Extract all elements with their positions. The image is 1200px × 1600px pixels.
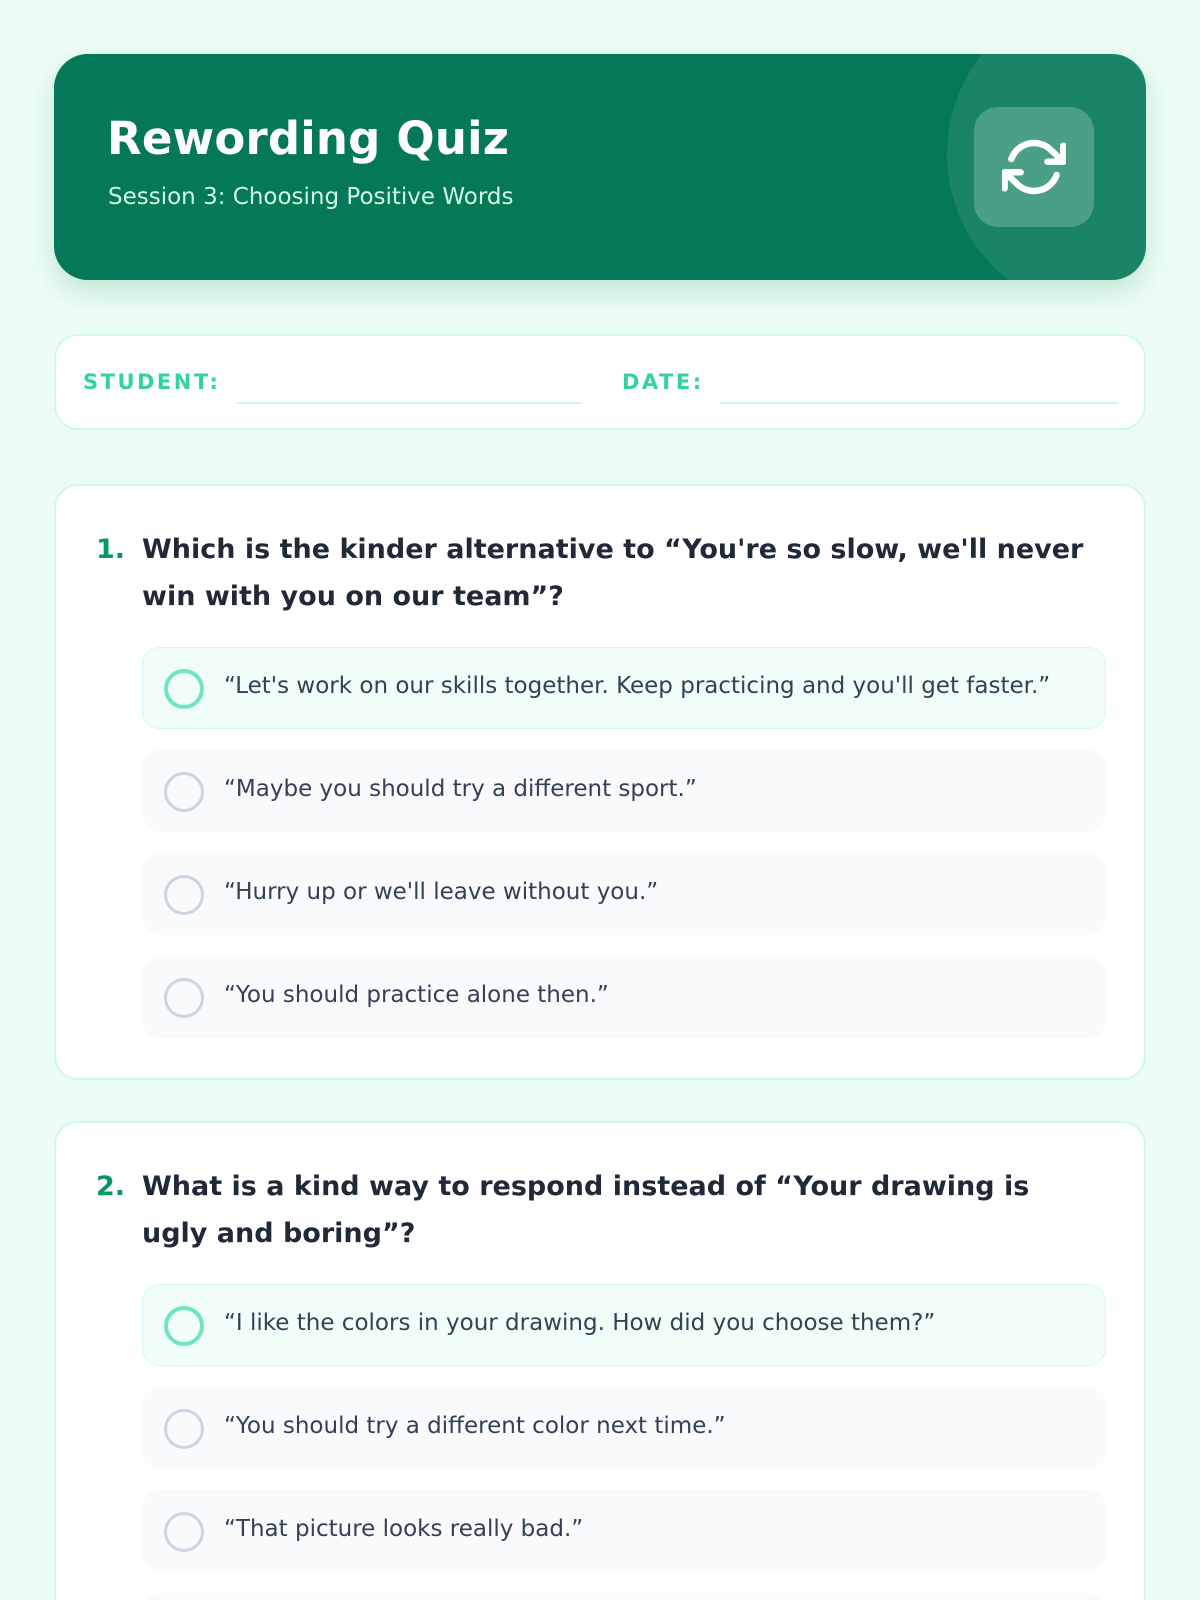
radio-button[interactable]: [164, 669, 204, 709]
radio-button[interactable]: [164, 1306, 204, 1346]
answer-option[interactable]: [142, 956, 1106, 1038]
answer-option[interactable]: [142, 647, 1106, 729]
student-info-card: [54, 334, 1146, 430]
radio-button[interactable]: [164, 772, 204, 812]
question-text: Which is the kinder alternative to “You're so slow, we'll never win with you on our team”?: [142, 534, 1084, 612]
answer-option-text: “Hurry up or we'll leave without you.”: [224, 879, 659, 905]
radio-button[interactable]: [164, 1512, 204, 1552]
radio-button[interactable]: [164, 978, 204, 1018]
answer-option[interactable]: [142, 1490, 1106, 1572]
answer-option[interactable]: [142, 853, 1106, 935]
answer-option[interactable]: [142, 750, 1106, 832]
radio-button[interactable]: [164, 1409, 204, 1449]
answer-option-text: “Let's work on our skills together. Keep practicing and you'll get faster.”: [224, 673, 1051, 699]
answer-option-text: “You should practice alone then.”: [224, 982, 609, 1008]
answer-option[interactable]: [142, 1387, 1106, 1469]
answer-option-text: “That picture looks really bad.”: [224, 1516, 584, 1542]
question-number: 2.: [96, 1171, 126, 1202]
date-field[interactable]: [720, 402, 1118, 404]
answer-option-text: “You should try a different color next time.”: [224, 1413, 726, 1439]
page-title: Rewording Quiz: [107, 112, 510, 165]
date-label: DATE:: [622, 370, 704, 394]
quiz-header: [54, 54, 1146, 280]
question-card-1: [54, 484, 1146, 1080]
question-card-2: [54, 1121, 1146, 1600]
radio-button[interactable]: [164, 875, 204, 915]
answer-option-text: “I like the colors in your drawing. How did you choose them?”: [224, 1310, 936, 1336]
question-text: What is a kind way to respond instead of “Your drawing is ugly and boring”?: [142, 1171, 1030, 1249]
student-label: STUDENT:: [83, 370, 221, 394]
answer-option[interactable]: [142, 1593, 1106, 1600]
question-number: 1.: [96, 534, 126, 565]
refresh-button[interactable]: [974, 107, 1094, 227]
answer-option-text: “Maybe you should try a different sport.”: [224, 776, 697, 802]
page-subtitle: Session 3: Choosing Positive Words: [108, 184, 514, 210]
answer-option[interactable]: [142, 1284, 1106, 1366]
student-name-field[interactable]: [236, 402, 582, 404]
refresh-icon: [1002, 135, 1066, 199]
